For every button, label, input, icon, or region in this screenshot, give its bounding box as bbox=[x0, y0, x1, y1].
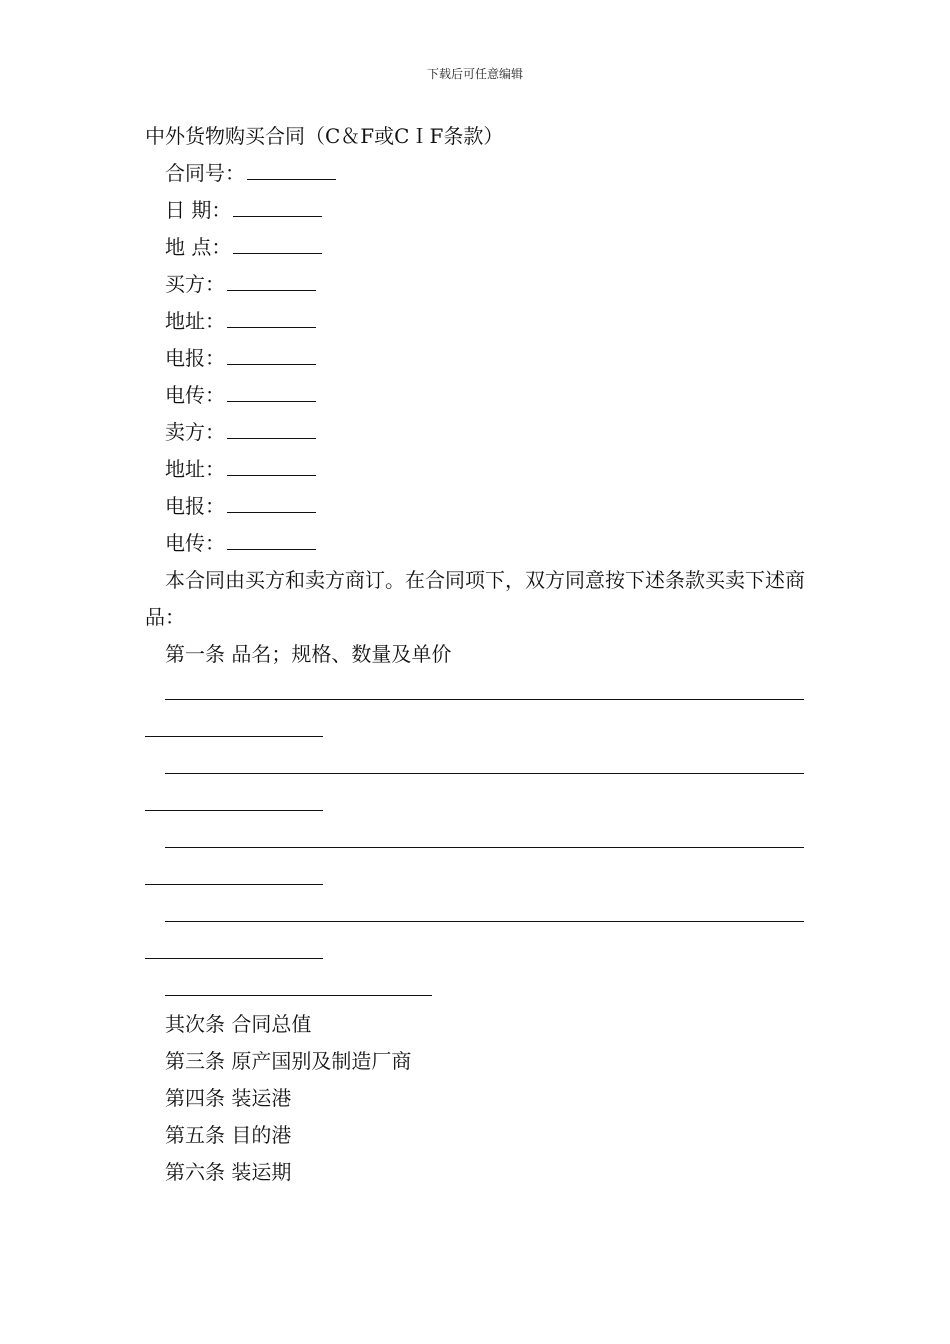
field-buyer bbox=[145, 266, 810, 303]
field-seller-telegram bbox=[145, 488, 810, 525]
field-buyer-address bbox=[145, 303, 810, 340]
field-label: 卖方： bbox=[165, 420, 225, 444]
blank-line bbox=[145, 810, 323, 811]
field-buyer-telegram bbox=[145, 340, 810, 377]
blank-line bbox=[165, 699, 804, 700]
field-seller-address bbox=[145, 451, 810, 488]
blank-line bbox=[227, 341, 316, 365]
field-contract-number bbox=[145, 155, 810, 192]
fill-in-lines bbox=[145, 673, 810, 747]
field-label: 合同号： bbox=[165, 161, 245, 185]
blank-line bbox=[227, 526, 316, 550]
blank-line bbox=[227, 267, 316, 291]
field-label: 买方： bbox=[165, 272, 225, 296]
blank-line bbox=[227, 452, 316, 476]
field-seller bbox=[145, 414, 810, 451]
blank-line bbox=[145, 736, 323, 737]
article-5-heading: 第五条 目的港 bbox=[165, 1123, 292, 1147]
field-label: 日 期： bbox=[165, 198, 232, 222]
contract-title: 中外货物购买合同（C＆F或CＩF条款） bbox=[145, 124, 504, 148]
contract-body bbox=[145, 118, 810, 1191]
field-label: 地 点： bbox=[165, 235, 232, 259]
fill-in-lines bbox=[145, 895, 810, 969]
fill-in-lines bbox=[145, 821, 810, 895]
blank-line bbox=[227, 304, 316, 328]
blank-line bbox=[227, 489, 316, 513]
article-1-heading: 第一条 品名；规格、数量及单价 bbox=[165, 642, 452, 666]
fill-in-lines bbox=[145, 969, 810, 1006]
blank-line bbox=[145, 958, 323, 959]
article-4-heading: 第四条 装运港 bbox=[165, 1086, 292, 1110]
intro-paragraph: 本合同由买方和卖方商订。在合同项下，双方同意按下述条款买卖下述商品： bbox=[145, 568, 805, 629]
page-header: 下载后可任意编辑 bbox=[426, 67, 523, 81]
blank-line bbox=[145, 884, 323, 885]
field-buyer-telex bbox=[145, 377, 810, 414]
field-label: 地址： bbox=[165, 457, 225, 481]
blank-line bbox=[165, 995, 432, 996]
blank-line bbox=[227, 415, 316, 439]
field-place bbox=[145, 229, 810, 266]
field-date bbox=[145, 192, 810, 229]
blank-line bbox=[247, 156, 336, 180]
blank-line bbox=[227, 378, 316, 402]
blank-line bbox=[233, 193, 322, 217]
field-label: 电报： bbox=[165, 346, 225, 370]
article-2-heading: 其次条 合同总值 bbox=[165, 1012, 312, 1036]
blank-line bbox=[165, 773, 804, 774]
field-seller-telex bbox=[145, 525, 810, 562]
field-label: 电报： bbox=[165, 494, 225, 518]
fill-in-lines bbox=[145, 747, 810, 821]
field-label: 电传： bbox=[165, 383, 225, 407]
blank-line bbox=[233, 230, 322, 254]
blank-line bbox=[165, 921, 804, 922]
blank-line bbox=[165, 847, 804, 848]
field-label: 电传： bbox=[165, 531, 225, 555]
article-3-heading: 第三条 原产国别及制造厂商 bbox=[165, 1049, 412, 1073]
article-6-heading: 第六条 装运期 bbox=[165, 1160, 292, 1184]
field-label: 地址： bbox=[165, 309, 225, 333]
